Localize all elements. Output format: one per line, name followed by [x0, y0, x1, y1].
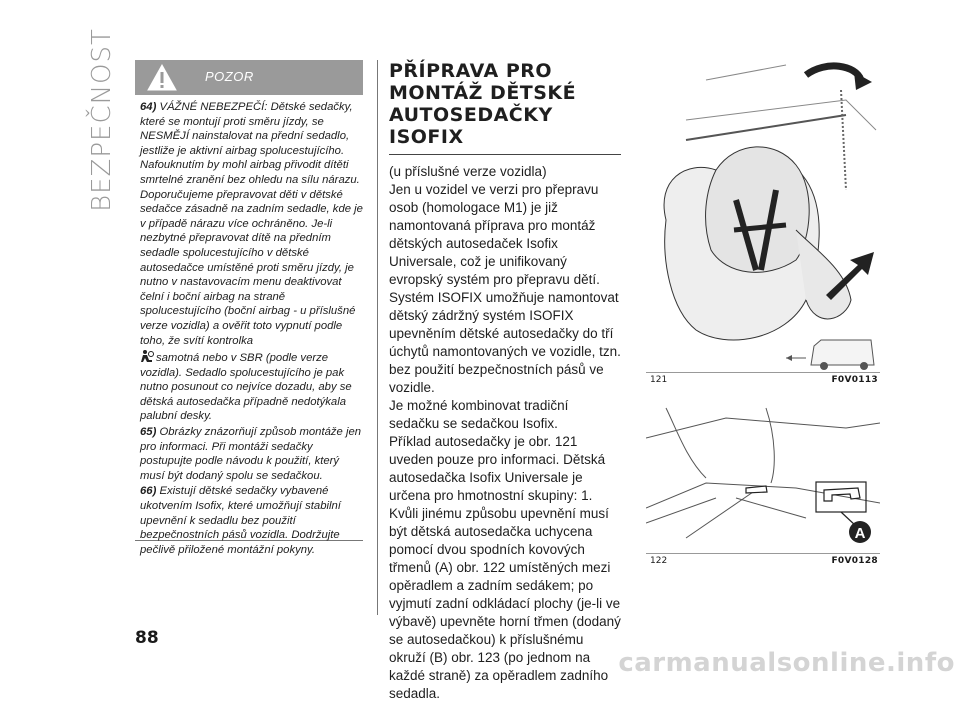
footer-watermark: carmanualsonline.info: [618, 648, 955, 678]
warning-item-66: [140, 484, 363, 557]
item-text: Existují dětské sedačky vybavené ukotvením Isofix, které umožňují stabilní upevnění k sedadlu bez použití bezpečnostních pásů vozidla. Dodržujte pečlivě přiložené montážní pokyny.: [140, 485, 341, 556]
callout-a-label: A: [854, 525, 866, 542]
title-line: ISOFIX: [389, 126, 464, 148]
section-body: [389, 163, 621, 703]
warning-item-64: [140, 100, 363, 348]
isofix-anchor-illustration: [646, 398, 880, 553]
column-divider: [377, 60, 378, 615]
warning-item-64-cont: [140, 349, 363, 424]
warning-item-65: [140, 425, 363, 483]
paragraph: Příklad autosedačky je obr. 121 uveden pouze pro informaci. Dětská autosedačka Isofix Universale je určena pro hmotnostní skupiny: 1.: [389, 434, 606, 503]
paragraph: Systém ISOFIX umožňuje namontovat dětský zádržný systém ISOFIX upevněním dětské autosedačky do tří úchytů namontovaných ve vozidle, tzn. bez použití bezpečnostních pásů ve vozidle.: [389, 290, 621, 395]
item-number: 64): [140, 101, 157, 113]
section-side-title: BEZPEČNOST: [87, 28, 117, 212]
figure-code: F0V0113: [831, 375, 878, 385]
item-text: VÁŽNÉ NEBEZPEČÍ: Dětské sedačky, které se montují proti směru jízdy, se NESMĚJÍ nainstalovat na přední sedadlo, jestliže je aktivní airbag spolucestujícího. Nafouknutím by mohl airbag přivodit dítěti smrtelné zranění bez ohledu na sílu nárazu. Doporučujeme přepravovat děti v dětské sedačce zásadně na zadním sedadle, kde je v případě nárazu více ochráněno. Je-li nezbytné přepravovat dítě na předním sedadle spolucestujícího v dětské autosedačce umístěné proti směru jízdy, je nutno v nastavovacím menu deaktivovat čelní i boční airbag na straně spolucestujícího (boční airbag - u příslušné verze vozidla) a ověřit toto vypnutí podle toho, že svítí kontrolka: [140, 101, 363, 347]
figure-121-caption: [646, 372, 880, 387]
paragraph: (u příslušné verze vozidla): [389, 164, 547, 179]
paragraph: Kvůli jinému způsobu upevnění musí být dětská autosedačka uchycena pomocí dvou spodních kovových třmenů (A) obr. 122 umístěných mezi opěradlem a zadním sedákem; po vyjmutí zadní odkládací plochy (je-li ve výbavě) upevněte horní třmen (dodaný se autosedačkou) k příslušnému okruží (B) obr. 123 (po jednom na každé straně) za opěradlem zadního sedadla.: [389, 506, 621, 701]
child-seat-illustration: [646, 60, 880, 372]
figure-122-caption: [646, 553, 880, 568]
warning-body: [135, 95, 363, 557]
paragraph: Jen u vozidel ve verzi pro přepravu osob (homologace M1) je již namontovaná příprava pro montáž dětských autosedaček Isofix Universale, což je unifikovaný evropský systém pro přepravu dětí.: [389, 182, 600, 287]
curved-arrow-icon: [806, 66, 861, 80]
figure-code: F0V0128: [831, 556, 878, 566]
figure-122-isofix-anchors: [646, 398, 880, 568]
paragraph: Je možné kombinovat tradiční sedačku se sedačkou Isofix.: [389, 398, 569, 431]
item-text-continued: samotná nebo v SBR (podle verze vozidla). Sedadlo spolucestujícího je pak nutno posunout co nejvíce dozadu, aby se dětská autosedačka případně nedotýkala palubní desky.: [140, 352, 352, 423]
item-number: 65): [140, 426, 157, 439]
warning-triangle-icon: [147, 64, 177, 91]
airbag-warning-light-icon: [140, 349, 154, 363]
figure-number: 122: [650, 556, 668, 566]
title-line: PŘÍPRAVA PRO: [389, 60, 553, 82]
van-icon: [811, 340, 874, 370]
item-text: Obrázky znázorňují způsob montáže jen pro informaci. Při montáži sedačky postupujte podle návodu k použití, který musí být dodaný spolu se sedačkou.: [140, 426, 362, 482]
figure-number: 121: [650, 375, 668, 385]
page-number: 88: [135, 628, 159, 648]
warning-box: [135, 60, 363, 556]
title-line: MONTÁŽ DĚTSKÉ: [389, 82, 577, 104]
item-number: 66): [140, 485, 157, 498]
isofix-section: [389, 60, 621, 703]
section-title: [389, 60, 621, 155]
warning-title: POZOR: [205, 69, 254, 84]
warning-header: [135, 60, 363, 95]
figure-121-child-seat: [646, 60, 880, 383]
title-line: AUTOSEDAČKY: [389, 104, 553, 126]
